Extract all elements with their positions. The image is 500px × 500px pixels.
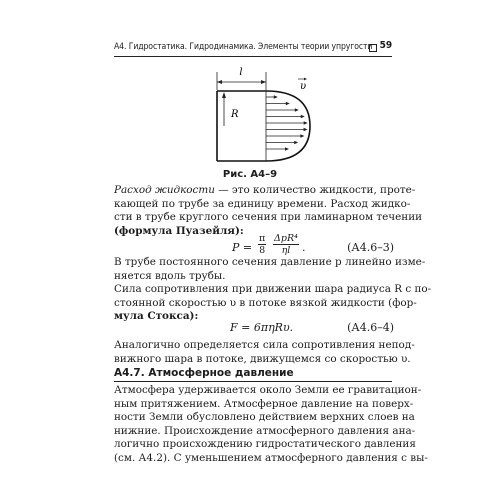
parabolic-profile [266, 91, 310, 161]
text-line: нижние. Происхождение атмосферного давления ана- [114, 424, 416, 437]
formula-text: F = 6πηRυ. [230, 321, 294, 334]
velocity-arrow-icon [300, 134, 304, 138]
text-line: вижного шара в потоке, движущемся со скоростью υ. [114, 352, 411, 365]
velocity-arrow-icon [274, 95, 278, 99]
text-line: ности Земли обусловлено действием верхних слоев на [114, 411, 415, 423]
section-heading: А4.7. Атмосферное давление [114, 367, 294, 379]
text-line: мула Стокса): [114, 310, 199, 322]
text-line: няется вдоль трубы. [114, 269, 226, 282]
label-v: υ [300, 81, 307, 92]
text-line: логично происхождению гидростатического давления [114, 438, 416, 450]
text-line: Расход жидкости — это количество жидкости, протe- [114, 184, 416, 196]
denominator: 8 [259, 245, 266, 256]
text-line: сти в трубе круглого сечения при ламинарном течении [114, 211, 423, 223]
denominator: ηl [281, 245, 291, 256]
text-line: (формула Пуазейля): [114, 224, 244, 237]
label-R: R [231, 109, 239, 120]
velocity-arrow-icon [304, 121, 308, 125]
running-title: А4. Гидростатика. Гидродинамика. Элементы теории упругости [114, 42, 373, 52]
text-line: Сила сопротивления при движении шара радиуса R с по- [114, 283, 432, 295]
radius-arrow-icon [222, 92, 226, 98]
paragraph-atmosphere [114, 384, 428, 465]
formula-stokes [114, 321, 394, 335]
velocity-arrows [266, 95, 308, 151]
dimension-arrow-left-icon [217, 80, 222, 84]
text-line: кающей по трубе за единицу времени. Расход жидко- [114, 197, 411, 210]
page-number: 59 [379, 40, 392, 51]
velocity-arrow-icon [301, 115, 305, 119]
pipe-flow-figure [190, 64, 320, 176]
paragraph-flow-rate [114, 184, 423, 238]
paragraph-pressure [114, 256, 426, 283]
fraction-dp [273, 233, 299, 256]
running-header [114, 40, 392, 57]
numerator: ΔpR⁴ [274, 233, 298, 244]
velocity-arrow-icon [286, 102, 290, 106]
text-line: В трубе постоянного сечения давление p линейно изме- [114, 256, 426, 268]
text-line: ным притяжением. Атмосферное давление на поверх- [114, 397, 414, 410]
figure-caption: Рис. А4–9 [222, 169, 278, 180]
velocity-arrow-icon [295, 108, 299, 112]
dimension-arrow-right-icon [261, 80, 266, 84]
paragraph-analog [114, 339, 415, 366]
paragraph-stokes [114, 283, 432, 324]
formula-number: (А4.6–3) [347, 241, 394, 254]
text-line: Атмосфера удерживается около Земли ее гравитацион- [114, 384, 422, 396]
term-flow-rate: Расход жидкости [114, 184, 215, 196]
formula-tail: . [302, 241, 306, 254]
numerator: π [259, 233, 266, 244]
text-line: Аналогично определяется сила сопротивления непод- [114, 339, 415, 351]
text-line: стоянной скоростью υ в потоке вязкой жидкости (фор- [114, 296, 417, 309]
text-line: (см. А4.2). С уменьшением атмосферного давления с вы- [114, 451, 428, 464]
square-icon [369, 44, 377, 52]
label-l: l [239, 67, 243, 78]
fraction-pi-8 [258, 233, 266, 256]
formula-lhs: P = [232, 241, 253, 254]
formula-number: (А4.6–4) [347, 321, 394, 334]
section-rule [114, 381, 392, 382]
velocity-arrow-icon [304, 128, 308, 132]
velocity-arrow-icon [294, 141, 298, 145]
vector-arrow-icon [304, 78, 307, 81]
velocity-arrow-icon [285, 147, 289, 151]
